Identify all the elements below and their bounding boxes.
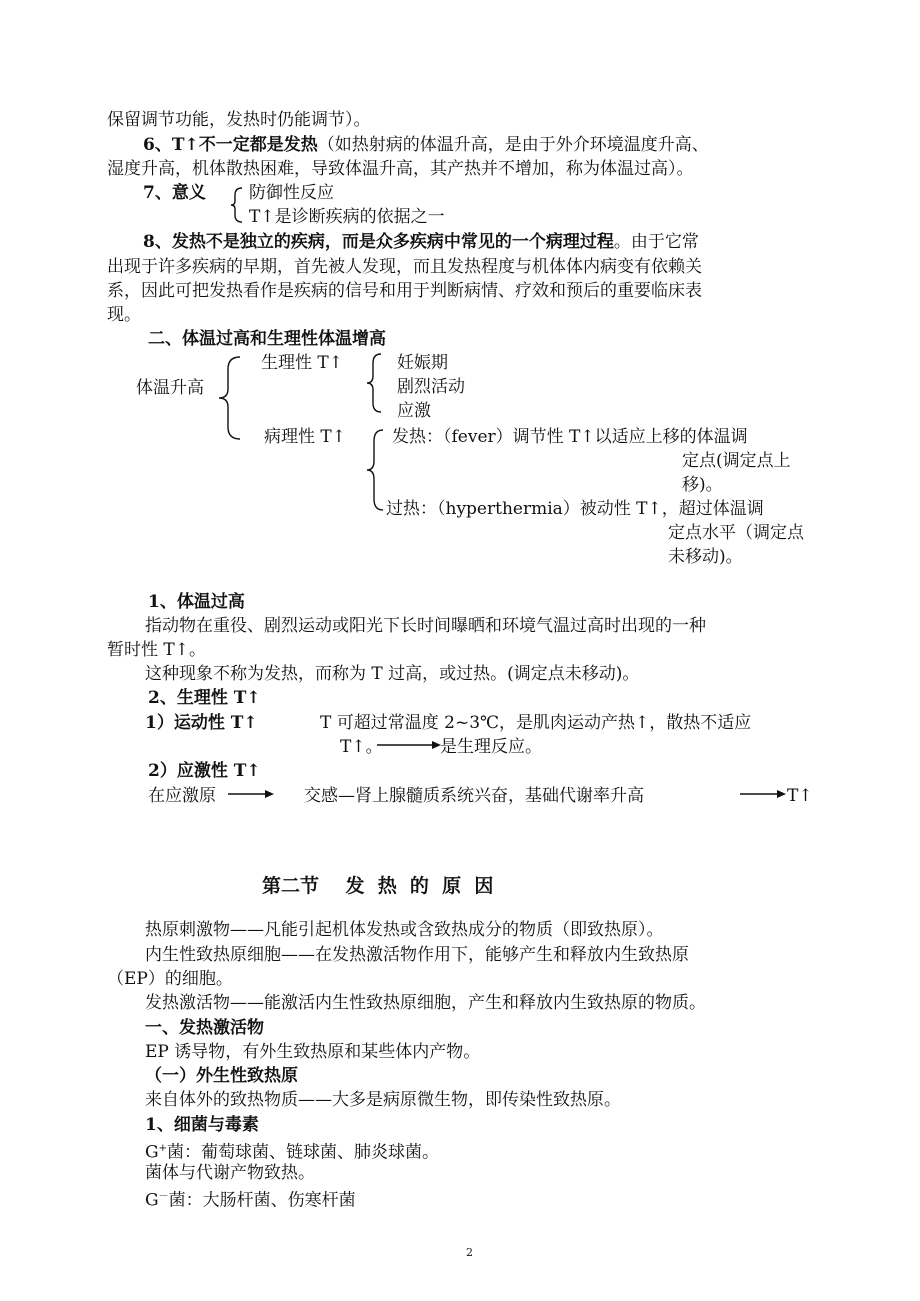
section-heading: 1、体温过高: [148, 592, 245, 612]
item-label: 2）应激性 T↑: [148, 761, 261, 781]
text-line: T↑: [787, 786, 813, 806]
bold-phrase: 8、发热不是独立的疾病，而是众多疾病中常见的一个病理过程: [143, 232, 614, 252]
text-line: [145, 1186, 356, 1212]
page-number: 2: [466, 1246, 473, 1259]
text-span: 菌：大肠杆菌、伤寒杆菌: [168, 1190, 356, 1211]
tree-leaf: 定点(调定点上: [682, 451, 791, 471]
tree-branch: 病理性 T↑: [264, 427, 346, 447]
text-line: 在应激原: [148, 786, 216, 806]
text-span: 。由于它常: [613, 232, 699, 252]
text-line: [143, 231, 699, 253]
tree-leaf: 应激: [397, 401, 431, 421]
text-line: 是生理反应。: [440, 737, 542, 757]
superscript: －: [158, 1191, 169, 1202]
tree-leaf: 未移动)。: [668, 547, 743, 567]
text-line: 发热激活物——能激活内生性致热原细胞，产生和释放内生致热原的物质。: [145, 993, 706, 1013]
text-line: T 可超过常温度 2~3℃，是肌肉运动产热↑，散热不适应: [320, 713, 752, 733]
text-line: 暂时性 T↑。: [107, 640, 206, 660]
tree-leaf: 妊娠期: [397, 353, 448, 373]
text-line: 防御性反应: [249, 183, 334, 203]
bold-phrase: 6、T↑不一定都是发热: [143, 135, 318, 155]
item-label: 1）运动性 T↑: [145, 713, 258, 733]
text-line: [143, 134, 709, 156]
section-heading: 一、发热激活物: [145, 1018, 264, 1038]
brace-icon: [216, 355, 242, 441]
section-heading: 1、细菌与毒素: [145, 1115, 259, 1135]
text-line: 出现于许多疾病的早期，首先被人发现，而且发热程度与机体体内病变有依赖关: [107, 257, 702, 277]
text-span: G: [145, 1142, 159, 1163]
item-label: 7、意义: [143, 183, 206, 203]
text-line: [145, 1138, 439, 1164]
text-line: 这种现象不称为发热，而称为 T 过高，或过热。(调定点未移动)。: [145, 664, 640, 684]
text-line: T↑是诊断疾病的依据之一: [249, 207, 445, 227]
tree-leaf: 剧烈活动: [397, 377, 465, 397]
section-heading: 二、体温过高和生理性体温增高: [148, 329, 386, 349]
text-line: 热原刺激物——凡能引起机体发热或含致热成分的物质（即致热原）。: [145, 920, 664, 940]
brace-icon: [229, 186, 243, 224]
brace-icon: [365, 428, 385, 512]
text-span: （如热射病的体温升高，是由于外介环境温度升高、: [317, 135, 709, 155]
chapter-title: 第二节 发 热 的 原 因: [262, 875, 494, 897]
text-line: 交感—肾上腺髓质系统兴奋，基础代谢率升高: [304, 786, 644, 806]
arrow-right-icon: [739, 787, 787, 801]
text-line: 指动物在重役、剧烈运动或阳光下长时间曝晒和环境气温过高时出现的一种: [145, 616, 706, 636]
text-line: 内生性致热原细胞——在发热激活物作用下，能够产生和释放内生致热原: [145, 945, 689, 965]
tree-leaf: 发热：（fever）调节性 T↑以适应上移的体温调: [392, 427, 748, 447]
text-line: EP 诱导物，有外生致热原和某些体内产物。: [145, 1042, 481, 1062]
arrow-right-icon: [376, 738, 442, 752]
text-line: 保留调节功能，发热时仍能调节）。: [107, 110, 371, 130]
text-line: 湿度升高，机体散热困难，导致体温升高，其产热并不增加，称为体温过高）。: [107, 159, 694, 179]
tree-branch: 生理性 T↑: [261, 353, 343, 373]
text-span: 菌：葡萄球菌、链球菌、肺炎球菌。: [166, 1142, 439, 1163]
tree-leaf: 定点水平（调定点: [668, 523, 804, 543]
tree-leaf: 过热：（hyperthermia）被动性 T↑，超过体温调: [386, 499, 764, 519]
text-span: G: [145, 1190, 159, 1211]
tree-leaf: 移)。: [682, 475, 723, 495]
text-line: 来自体外的致热物质——大多是病原微生物，即传染性致热原。: [145, 1090, 621, 1110]
superscript: +: [158, 1143, 167, 1154]
arrow-right-icon: [227, 787, 275, 801]
text-line: 菌体与代谢产物致热。: [145, 1163, 315, 1183]
section-heading: 2、生理性 T↑: [148, 688, 261, 708]
text-line: T↑。: [340, 737, 383, 757]
section-heading: （一）外生性致热原: [145, 1066, 298, 1086]
tree-root: 体温升高: [136, 378, 204, 398]
text-line: （EP）的细胞。: [107, 969, 233, 989]
brace-icon: [365, 352, 383, 414]
text-line: 系，因此可把发热看作是疾病的信号和用于判断病情、疗效和预后的重要临床表: [107, 281, 702, 301]
text-line: 现。: [107, 305, 141, 325]
